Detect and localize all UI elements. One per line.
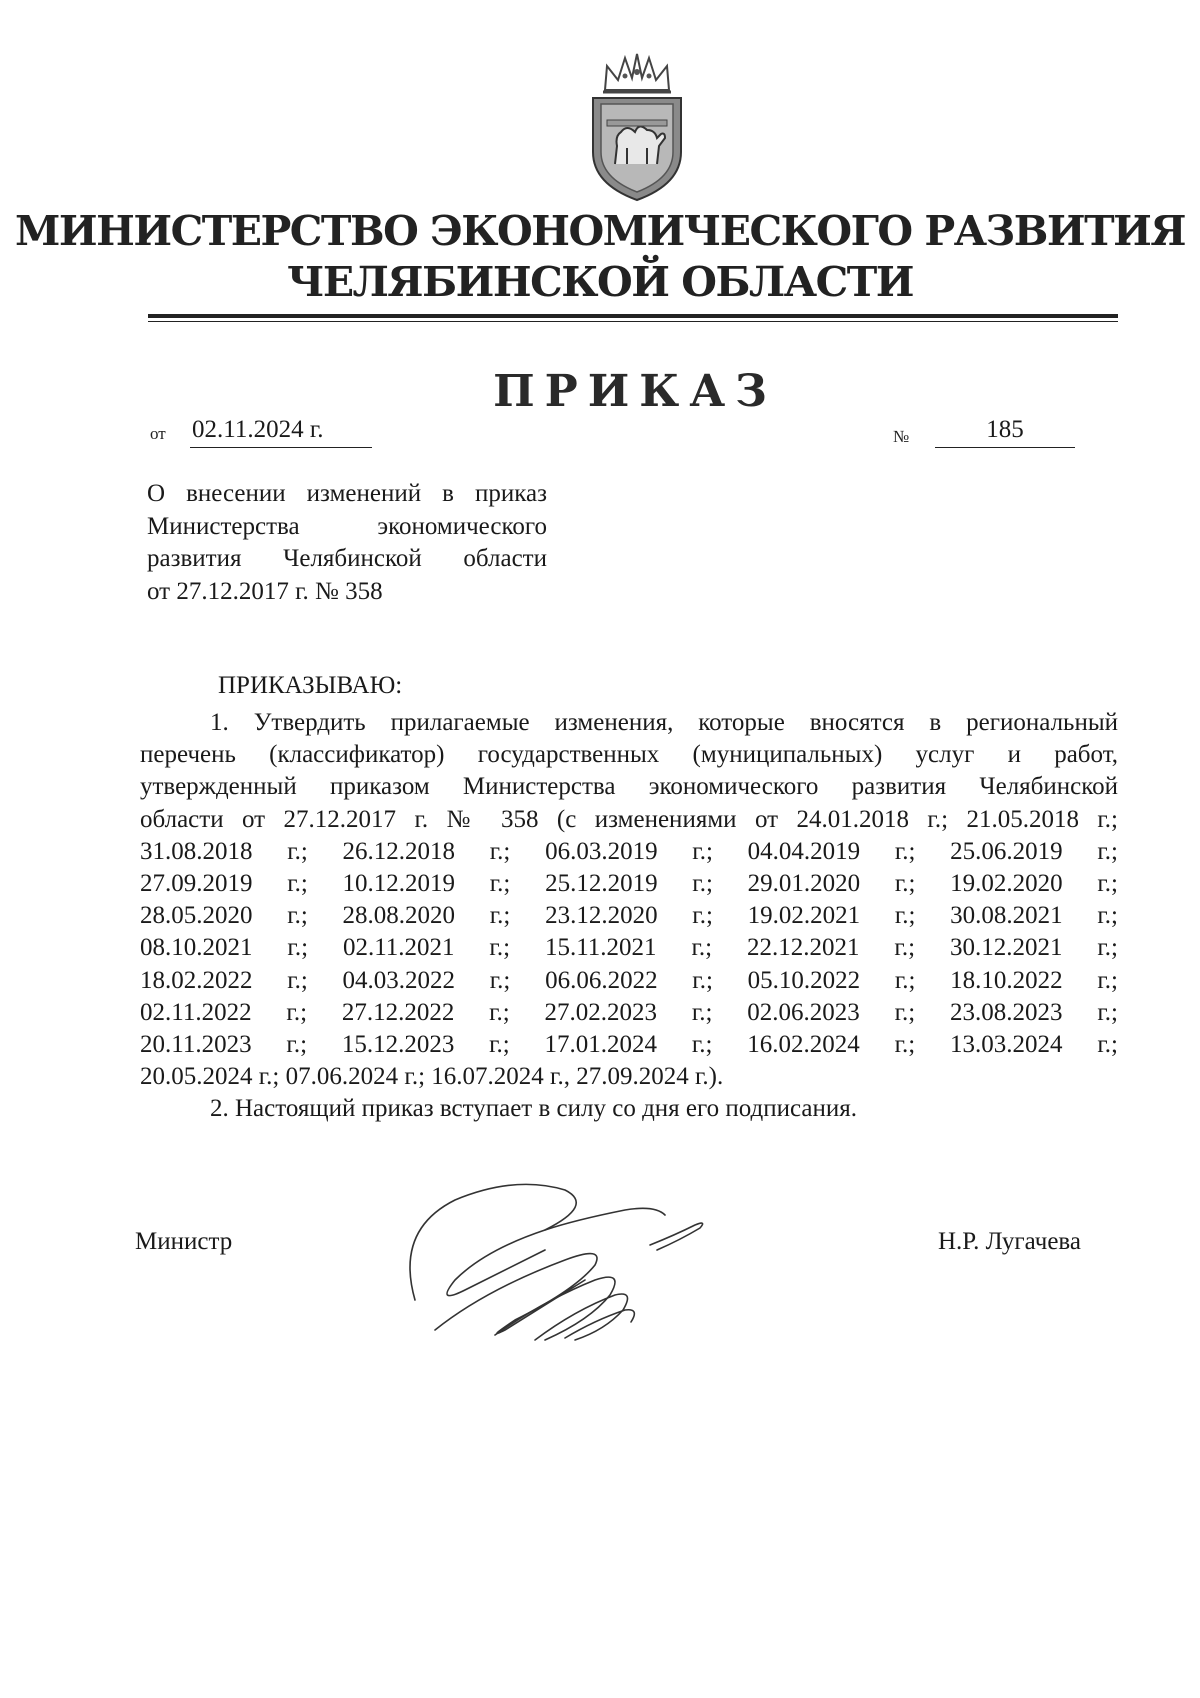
- header-rule-thin: [148, 321, 1118, 322]
- body-line: 31.08.2018 г.; 26.12.2018 г.; 06.03.2019 г.; 04.04.2019 г.; 25.06.2019 г.;: [140, 837, 1118, 865]
- body-line: 20.05.2024 г.; 07.06.2024 г.; 16.07.2024 г., 27.09.2024 г.).: [140, 1063, 724, 1091]
- body-line: 08.10.2021 г.; 02.11.2021 г.; 15.11.2021 г.; 22.12.2021 г.; 30.12.2021 г.;: [140, 934, 1118, 962]
- number-label: №: [893, 427, 910, 446]
- orders-label: ПРИКАЗЫВАЮ:: [218, 672, 403, 699]
- body-line: 28.05.2020 г.; 28.08.2020 г.; 23.12.2020 г.; 19.02.2021 г.; 30.08.2021 г.;: [140, 902, 1118, 930]
- subject-line: развития Челябинской области: [147, 545, 547, 572]
- body-line: 1. Утвердить прилагаемые изменения, которые вносятся в региональный: [210, 709, 1118, 736]
- body-line: 2. Настоящий приказ вступает в силу со дня его подписания.: [210, 1095, 858, 1123]
- subject-line: от 27.12.2017 г. № 358: [147, 577, 383, 605]
- date-label: от: [150, 424, 166, 443]
- body-line: перечень (классификатор) государственных (муниципальных) услуг и работ,: [140, 741, 1118, 769]
- document-number: 185: [935, 415, 1075, 448]
- body-line: области от 27.12.2017 г. № 358 (с изменениями от 24.01.2018 г.; 21.05.2018 г.;: [140, 805, 1118, 833]
- body-line: утвержденный приказом Министерства экономического развития Челябинской: [140, 773, 1118, 801]
- ministry-name-line1: МИНИСТЕРСТВО ЭКОНОМИЧЕСКОГО РАЗВИТИЯ: [14, 207, 1185, 255]
- body-line: 02.11.2022 г.; 27.12.2022 г.; 27.02.2023 г.; 02.06.2023 г.; 23.08.2023 г.;: [140, 998, 1118, 1026]
- ministry-name-line2: ЧЕЛЯБИНСКОЙ ОБЛАСТИ: [286, 258, 914, 306]
- body-line: 27.09.2019 г.; 10.12.2019 г.; 25.12.2019 г.; 29.01.2020 г.; 19.02.2020 г.;: [140, 869, 1118, 897]
- body-line: 20.11.2023 г.; 15.12.2023 г.; 17.01.2024 г.; 16.02.2024 г.; 13.03.2024 г.;: [140, 1030, 1118, 1058]
- signature-icon: [395, 1170, 765, 1370]
- document-subject: [147, 478, 547, 608]
- document-title: ПРИКАЗ: [493, 366, 777, 417]
- signer-role: Министр: [135, 1228, 233, 1255]
- coat-of-arms-icon: [585, 52, 689, 202]
- order-body: [140, 707, 1118, 1125]
- signer-name: Н.Р. Лугачева: [938, 1228, 1082, 1255]
- header-rule-thick: [148, 314, 1118, 318]
- subject-line: Министерства экономического: [147, 512, 547, 540]
- body-line: 18.02.2022 г.; 04.03.2022 г.; 06.06.2022 г.; 05.10.2022 г.; 18.10.2022 г.;: [140, 966, 1118, 994]
- subject-line: О внесении изменений в приказ: [147, 480, 547, 507]
- document-date: 02.11.2024 г.: [190, 415, 372, 448]
